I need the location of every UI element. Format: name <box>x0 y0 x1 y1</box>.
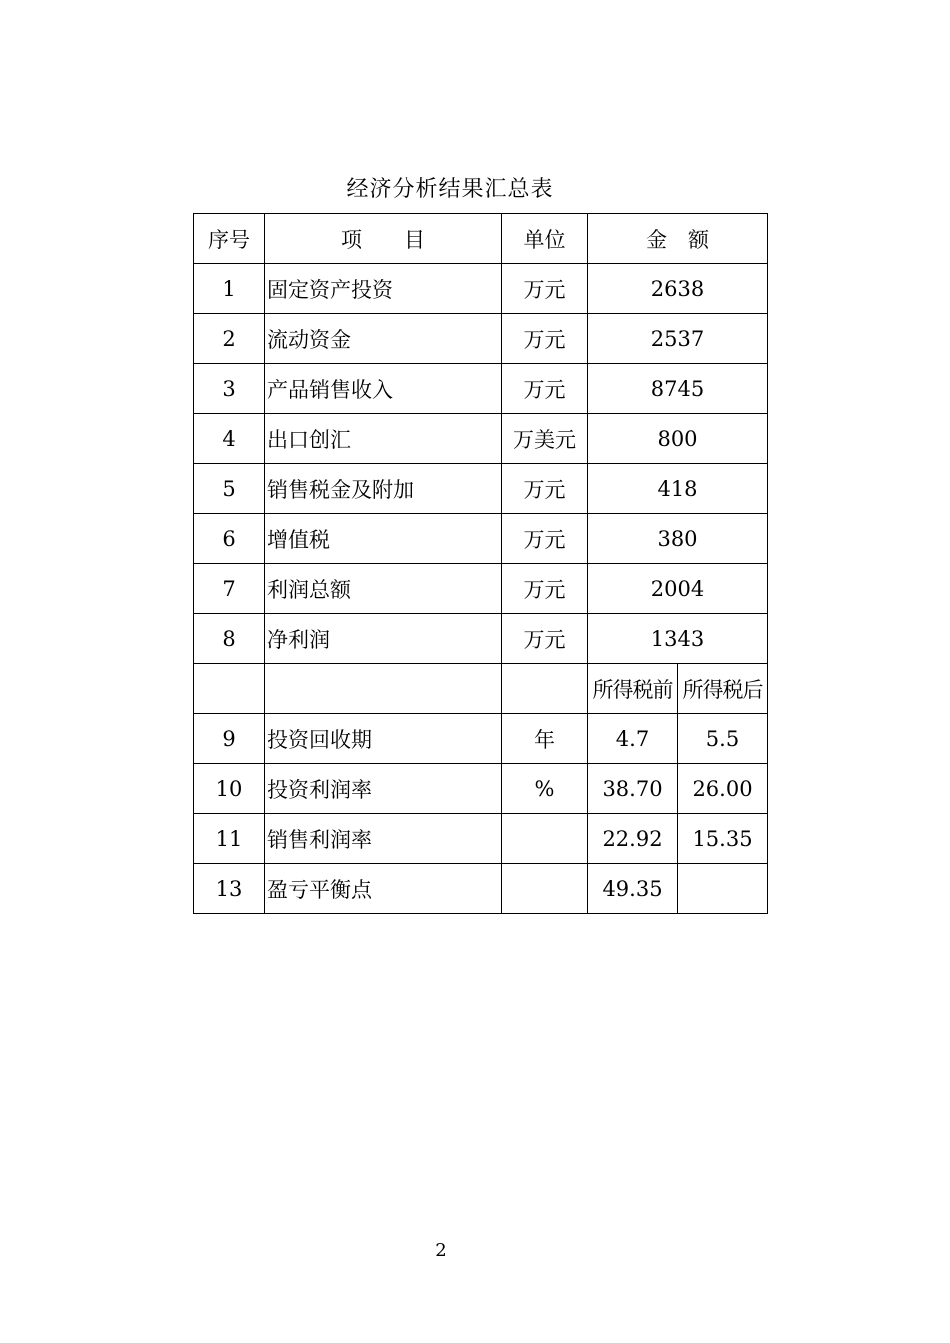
row-item: 固定资产投资 <box>265 264 502 314</box>
table-row <box>194 714 768 764</box>
row-unit: 年 <box>502 714 588 764</box>
row-amount: 800 <box>588 414 768 464</box>
row-no: 5 <box>194 464 265 514</box>
row-before-tax: 4.7 <box>588 714 678 764</box>
row-amount: 2537 <box>588 314 768 364</box>
table-row <box>194 464 768 514</box>
row-unit <box>502 814 588 864</box>
tax-subheader-row <box>194 664 768 714</box>
table-row <box>194 814 768 864</box>
row-no: 13 <box>194 864 265 914</box>
row-unit: 万元 <box>502 314 588 364</box>
page-number: 2 <box>435 1240 447 1261</box>
row-unit: 万元 <box>502 614 588 664</box>
row-amount: 2638 <box>588 264 768 314</box>
table-row <box>194 414 768 464</box>
table-row <box>194 564 768 614</box>
row-item: 盈亏平衡点 <box>265 864 502 914</box>
row-no: 6 <box>194 514 265 564</box>
table-header-row <box>194 214 768 264</box>
row-amount: 1343 <box>588 614 768 664</box>
row-amount: 8745 <box>588 364 768 414</box>
header-amount: 金 额 <box>588 214 768 264</box>
header-before-tax: 所得税前 <box>588 664 678 714</box>
row-item: 出口创汇 <box>265 414 502 464</box>
row-item: 利润总额 <box>265 564 502 614</box>
table-row <box>194 364 768 414</box>
table-row <box>194 314 768 364</box>
row-after-tax <box>678 864 768 914</box>
row-no: 8 <box>194 614 265 664</box>
row-unit: % <box>502 764 588 814</box>
row-amount: 380 <box>588 514 768 564</box>
row-item: 产品销售收入 <box>265 364 502 414</box>
row-no: 10 <box>194 764 265 814</box>
table-row <box>194 514 768 564</box>
row-no: 2 <box>194 314 265 364</box>
row-after-tax: 5.5 <box>678 714 768 764</box>
row-item: 增值税 <box>265 514 502 564</box>
row-before-tax: 49.35 <box>588 864 678 914</box>
row-no: 7 <box>194 564 265 614</box>
row-before-tax: 22.92 <box>588 814 678 864</box>
row-unit: 万元 <box>502 514 588 564</box>
row-before-tax: 38.70 <box>588 764 678 814</box>
row-no: 4 <box>194 414 265 464</box>
row-unit: 万元 <box>502 264 588 314</box>
header-unit: 单位 <box>502 214 588 264</box>
header-after-tax: 所得税后 <box>678 664 768 714</box>
row-no: 11 <box>194 814 265 864</box>
header-no: 序号 <box>194 214 265 264</box>
row-item: 销售利润率 <box>265 814 502 864</box>
row-unit: 万元 <box>502 564 588 614</box>
table-title: 经济分析结果汇总表 <box>346 177 554 202</box>
economic-summary-table <box>193 213 768 914</box>
empty-cell <box>502 664 588 714</box>
row-item: 投资利润率 <box>265 764 502 814</box>
table-row <box>194 764 768 814</box>
empty-cell <box>194 664 265 714</box>
table-row <box>194 264 768 314</box>
row-after-tax: 15.35 <box>678 814 768 864</box>
row-unit: 万元 <box>502 364 588 414</box>
header-item: 项 目 <box>265 214 502 264</box>
row-item: 净利润 <box>265 614 502 664</box>
row-no: 9 <box>194 714 265 764</box>
row-after-tax: 26.00 <box>678 764 768 814</box>
row-unit: 万元 <box>502 464 588 514</box>
row-amount: 418 <box>588 464 768 514</box>
row-unit <box>502 864 588 914</box>
row-unit: 万美元 <box>502 414 588 464</box>
row-item: 投资回收期 <box>265 714 502 764</box>
table-row <box>194 614 768 664</box>
empty-cell <box>265 664 502 714</box>
row-item: 销售税金及附加 <box>265 464 502 514</box>
row-no: 3 <box>194 364 265 414</box>
row-item: 流动资金 <box>265 314 502 364</box>
row-amount: 2004 <box>588 564 768 614</box>
row-no: 1 <box>194 264 265 314</box>
table-row <box>194 864 768 914</box>
